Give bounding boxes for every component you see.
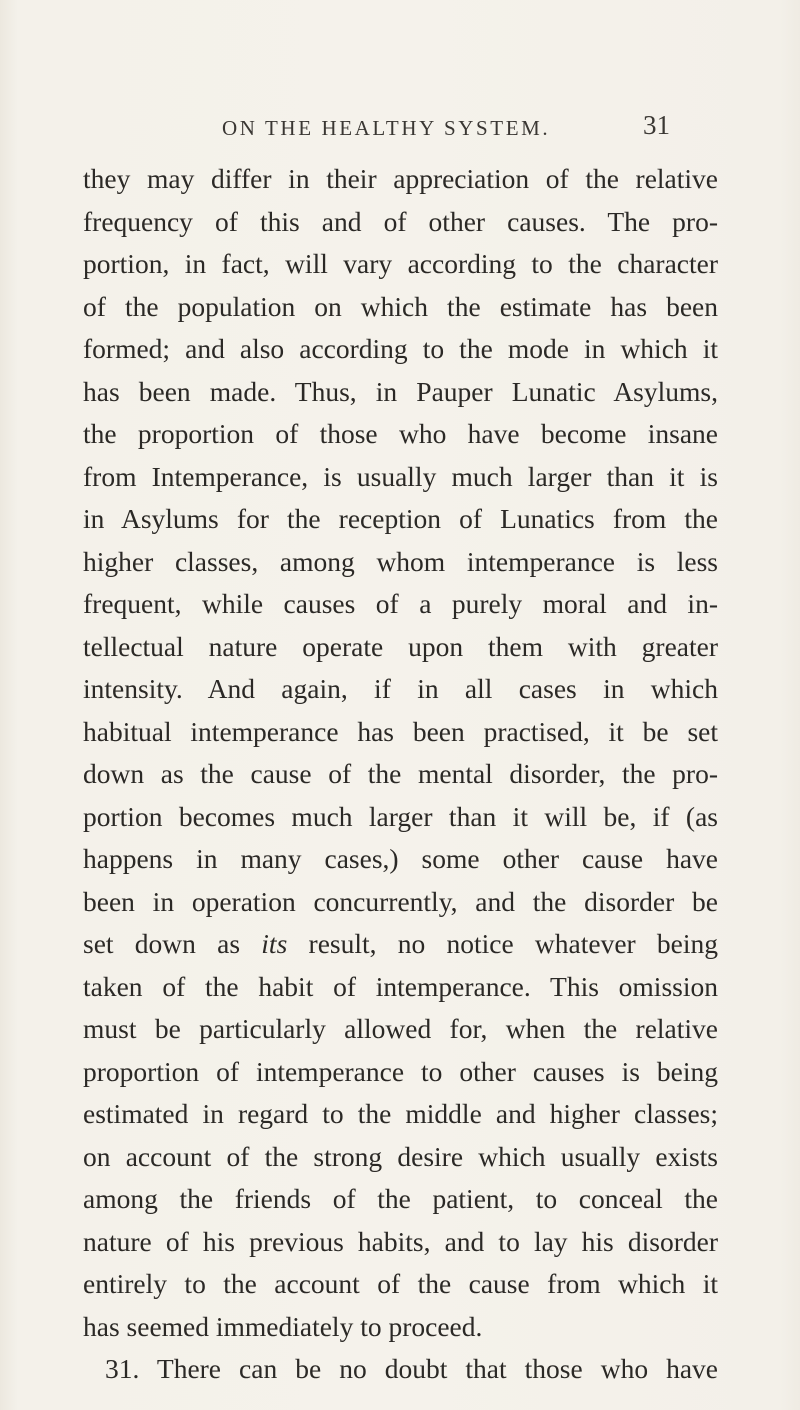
text-line: tellectual nature operate upon them with greater: [83, 630, 718, 662]
text-line: habitual intemperance has been practised, it be set: [83, 715, 718, 747]
text-line: estimated in regard to the middle and higher classes;: [83, 1098, 718, 1129]
text-line: been in operation concurrently, and the disorder be: [83, 885, 718, 917]
line-19-after: result, no notice whatever being: [308, 928, 718, 959]
running-head: [0, 110, 800, 146]
text-line: taken of the habit of intemperance. This omission: [83, 970, 718, 1002]
text-line: from Intemperance, is usually much larger than it is: [83, 460, 718, 492]
text-line: nature of his previous habits, and to lay his disorder: [83, 1225, 718, 1257]
page-number: 31: [643, 110, 670, 140]
text-line: must be particularly allowed for, when the relative: [83, 1013, 718, 1044]
text-line: happens in many cases,) some other cause have: [83, 843, 718, 874]
text-line: frequent, while causes of a purely moral and in-: [83, 588, 718, 619]
paragraph-end-line: has seemed immediately to proceed.: [83, 1310, 483, 1342]
text-line: formed; and also according to the mode in which it: [83, 333, 718, 364]
text-line: in Asylums for the reception of Lunatics from the: [83, 503, 718, 534]
text-line: they may differ in their appreciation of the relative: [83, 163, 718, 194]
paragraph-31-start: 31. There can be no doubt that those who have: [105, 1353, 718, 1384]
running-title: ON THE HEALTHY SYSTEM.: [222, 116, 551, 140]
text-line: the proportion of those who have become insane: [83, 418, 718, 449]
line-19-before: set down as: [83, 928, 241, 959]
text-line: of the population on which the estimate has been: [83, 290, 718, 322]
text-line-with-italic: [83, 923, 718, 966]
italic-word: its: [261, 928, 288, 959]
text-line: entirely to the account of the cause from which it: [83, 1268, 718, 1299]
text-line: higher classes, among whom intemperance is less: [83, 545, 718, 577]
text-line: down as the cause of the mental disorder, the pro-: [83, 758, 718, 789]
text-line: among the friends of the patient, to conceal the: [83, 1183, 718, 1214]
text-line: on account of the strong desire which usually exists: [83, 1140, 718, 1172]
text-line: frequency of this and of other causes. The pro-: [83, 205, 718, 237]
text-line: portion, in fact, will vary according to the character: [83, 248, 718, 279]
text-line: proportion of intemperance to other causes is being: [83, 1055, 718, 1087]
text-line: has been made. Thus, in Pauper Lunatic Asylums,: [83, 375, 718, 407]
body-text: [83, 158, 718, 1391]
text-line: portion becomes much larger than it will be, if (as: [83, 800, 718, 832]
text-line: intensity. And again, if in all cases in which: [83, 673, 718, 704]
